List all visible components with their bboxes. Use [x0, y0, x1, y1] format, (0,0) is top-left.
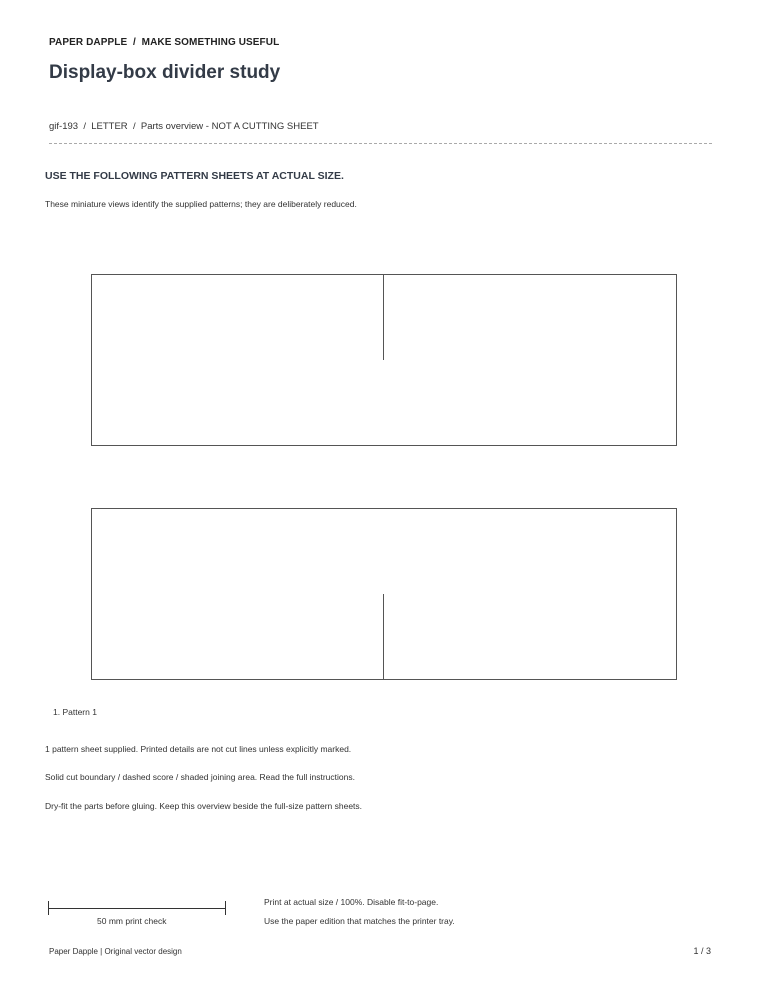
brand-line: PAPER DAPPLE / MAKE SOMETHING USEFUL: [49, 37, 280, 48]
note-legend: Solid cut boundary / dashed score / shaded joining area. Read the full instructions.: [45, 772, 355, 782]
pattern-caption: 1. Pattern 1: [53, 707, 97, 717]
section-heading: USE THE FOLLOWING PATTERN SHEETS AT ACTUAL SIZE.: [45, 170, 344, 182]
dashed-divider: [49, 143, 712, 144]
note-dry-fit: Dry-fit the parts before gluing. Keep this overview beside the full-size pattern sheets.: [45, 801, 363, 811]
footer-credit: Paper Dapple | Original vector design: [49, 947, 182, 956]
section-subtext: These miniature views identify the supplied patterns; they are deliberately reduced.: [45, 199, 357, 209]
divider-slot-bottom: [383, 594, 384, 680]
scale-label: 50 mm print check: [97, 916, 167, 926]
page-number: 1 / 3: [693, 946, 711, 956]
document-meta: gif-193 / LETTER / Parts overview - NOT A CUTTING SHEET: [49, 121, 319, 132]
page-title: Display-box divider study: [49, 62, 281, 83]
note-sheets: 1 pattern sheet supplied. Printed details are not cut lines unless explicitly marked.: [45, 744, 352, 754]
divider-slot-top: [383, 274, 384, 360]
pattern-preview-bottom: [91, 508, 677, 680]
pattern-preview-top: [91, 274, 677, 446]
print-instruction: Print at actual size / 100%. Disable fit-to-page.: [264, 897, 439, 907]
scale-bar: [48, 901, 226, 915]
paper-instruction: Use the paper edition that matches the printer tray.: [264, 916, 455, 926]
